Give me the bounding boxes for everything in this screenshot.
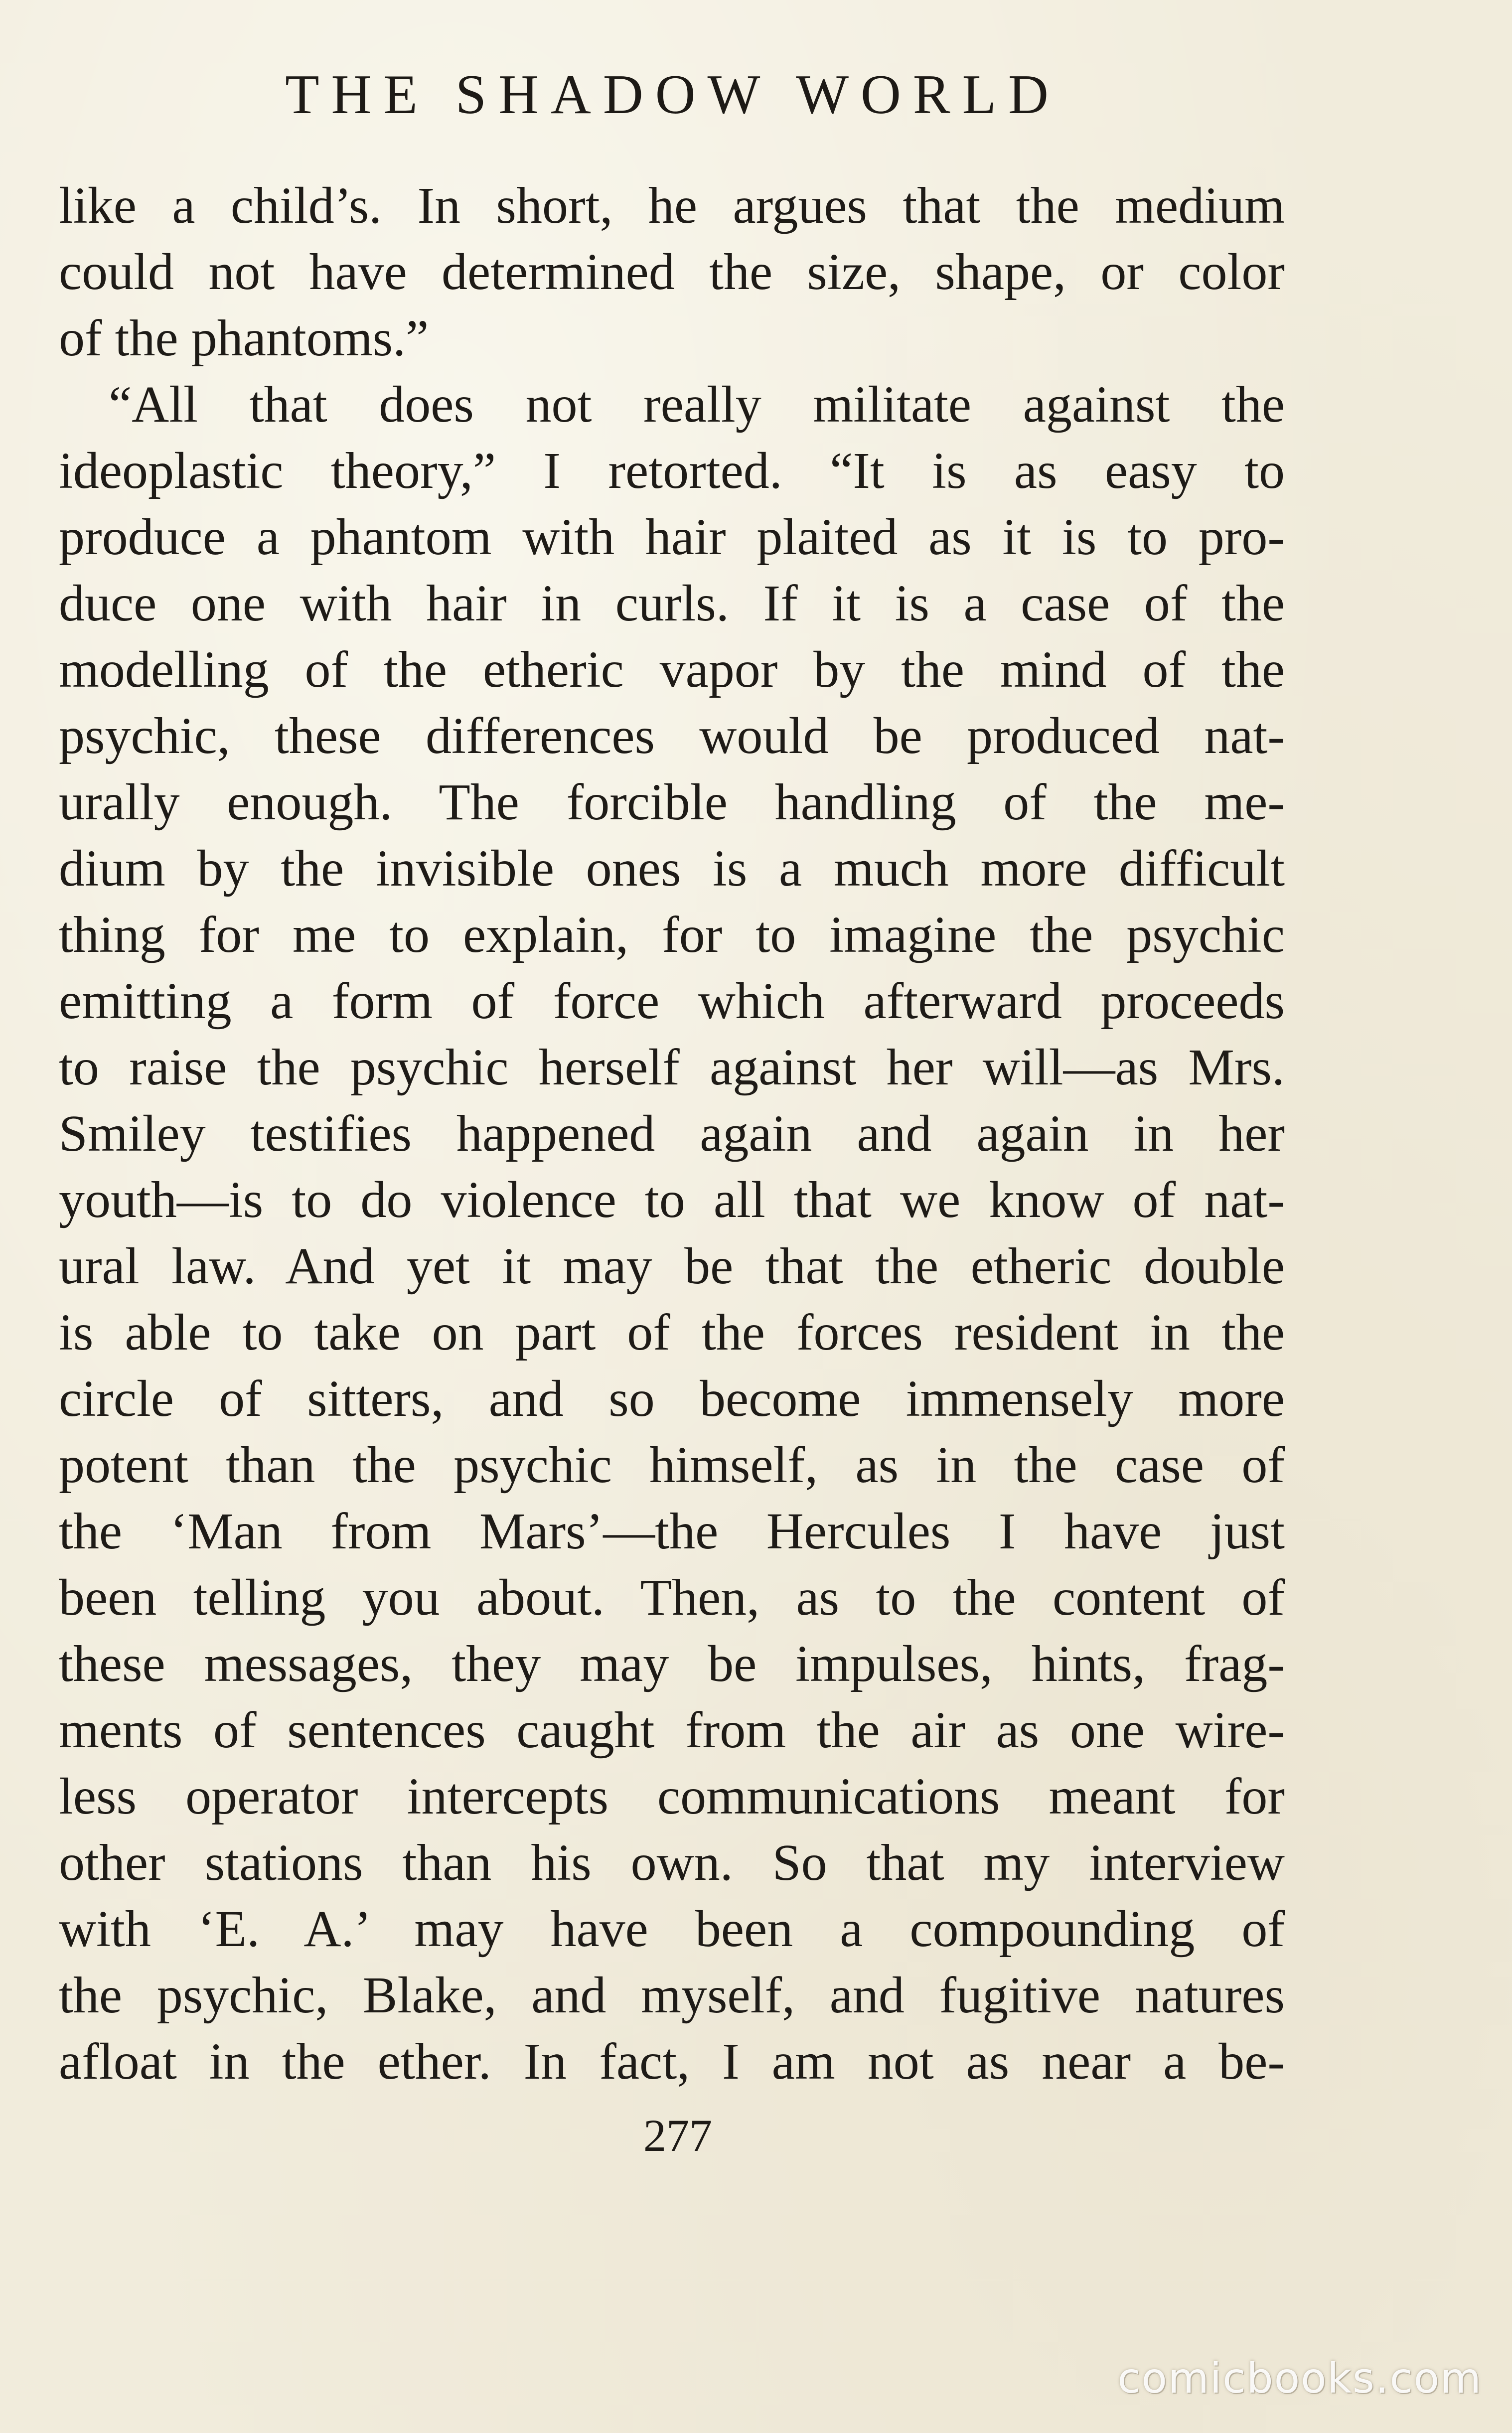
text-line: circle of sitters, and so become immensely more bbox=[59, 1370, 1285, 1427]
text-line: the ‘Man from Mars’—the Hercules I have just bbox=[59, 1503, 1285, 1560]
text-line: ideoplastic theory,” I retorted. “It is as easy to bbox=[59, 442, 1285, 499]
text-line: the psychic, Blake, and myself, and fugitive natures bbox=[59, 1967, 1285, 2024]
text-line: could not have determined the size, shape, or color bbox=[59, 243, 1285, 301]
text-line: these messages, they may be impulses, hints, frag- bbox=[59, 1635, 1285, 1692]
text-line: of the phantoms.” bbox=[59, 309, 429, 367]
text-line: “All that does not really militate against the bbox=[109, 376, 1285, 433]
text-line: Smiley testifies happened again and again in her bbox=[59, 1105, 1285, 1162]
text-line: thing for me to explain, for to imagine the psychic bbox=[59, 906, 1285, 963]
running-head: THE SHADOW WORLD bbox=[285, 64, 1060, 126]
text-line: produce a phantom with hair plaited as it is to pro- bbox=[59, 508, 1285, 566]
body-text bbox=[59, 172, 1285, 2095]
text-line: less operator intercepts communications meant for bbox=[59, 1768, 1285, 1825]
text-line: is able to take on part of the forces resident in the bbox=[59, 1304, 1285, 1361]
text-line: with ‘E. A.’ may have been a compounding of bbox=[59, 1900, 1285, 1958]
watermark: comicbooks.com bbox=[1117, 2354, 1482, 2403]
text-line: duce one with hair in curls. If it is a case of the bbox=[59, 575, 1285, 632]
text-line: ments of sentences caught from the air as one wire- bbox=[59, 1701, 1285, 1759]
text-line: other stations than his own. So that my interview bbox=[59, 1834, 1285, 1891]
text-line: to raise the psychic herself against her will—as Mrs. bbox=[59, 1039, 1285, 1096]
text-line: afloat in the ether. In fact, I am not as near a be- bbox=[59, 2033, 1285, 2090]
text-line: psychic, these differences would be produced nat- bbox=[59, 707, 1285, 764]
text-line: emitting a form of force which afterward proceeds bbox=[59, 972, 1285, 1030]
text-line: ural law. And yet it may be that the etheric double bbox=[59, 1237, 1285, 1295]
text-line: been telling you about. Then, as to the content of bbox=[59, 1569, 1285, 1626]
text-line: potent than the psychic himself, as in the case of bbox=[59, 1436, 1285, 1494]
text-line: youth—is to do violence to all that we know of nat- bbox=[59, 1171, 1285, 1228]
text-line: urally enough. The forcible handling of the me- bbox=[59, 773, 1285, 831]
text-line: like a child’s. In short, he argues that the medium bbox=[59, 177, 1285, 234]
text-line: modelling of the etheric vapor by the mind of the bbox=[59, 641, 1285, 698]
text-line: dium by the invisible ones is a much more difficult bbox=[59, 840, 1285, 897]
page-number: 277 bbox=[643, 2110, 712, 2161]
